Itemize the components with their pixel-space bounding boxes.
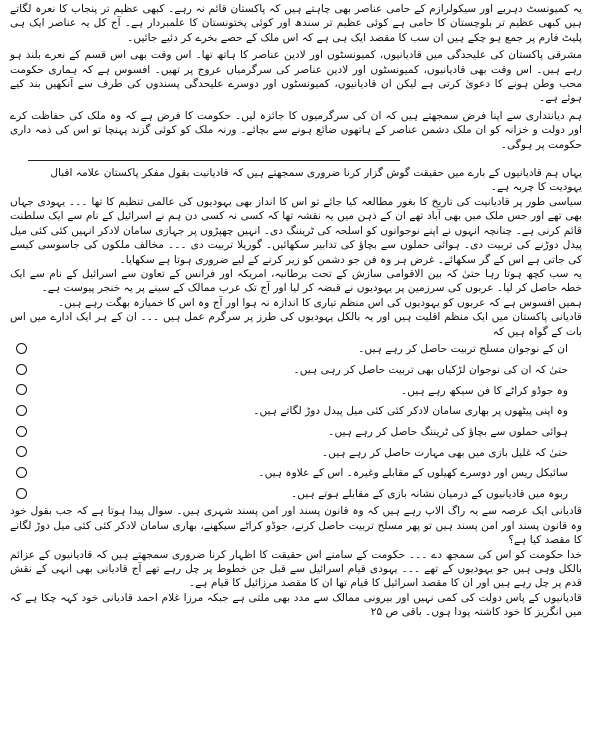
list-item	[10, 339, 582, 360]
closing-paragraph: قادیانی ایک عرصہ سے یہ راگ الاپ رہے ہیں کہ وہ قانون پسند اور امن پسند شہری ہیں۔ سوال پیدا ہوتا ہے کہ جب بقول خود وہ قانون پسند اور امن پسند ہیں تو پھر مسلح تربیت حاصل کرنے، جوڈو کراٹے سیکھنے، بھاری سامان لادکر کئی کئی میل دوڑ لگانے کا مقصد کیا ہے؟	[10, 505, 582, 547]
list-item-text: حتیٰ کہ غلیل بازی میں بھی مہارت حاصل کر رہے ہیں۔	[321, 446, 568, 459]
section-intro: یہاں ہم قادیانیوں کے بارے میں حقیقت گوش گزار کرنا ضروری سمجھتے ہیں کہ قادیانیت بقول مفکر پاکستان علامہ اقبال	[50, 167, 582, 180]
intro-paragraph: مشرقی پاکستان کی علیحدگی میں قادیانیوں، کمیونسٹوں اور لادین عناصر کا ہاتھ تھا۔ اس وقت بھی اس قسم کے نعرے بلند ہو رہے ہیں۔ اس وقت بھی قادیانیوں، کمیونسٹوں اور لادین عناصر کی سرگرمیاں عروج پر تھیں۔ افسوس ہے کہ ہماری حکومت محب وطن ہونے کا دعویٰ کرتی ہے لیکن ان قادیانیوں، کمیونسٹوں اور دوسرے علیحدگی پسندوں کی طرف سے آنکھیں بند کیے ہوئے ہے۔	[10, 49, 582, 105]
body-paragraph: یہ سب کچھ ہوتا رہا حتیٰ کہ بین الاقوامی سازش کے تحت برطانیہ، امریکہ اور فرانس کے تعاون سے اسرائیل کے نام سے ایک خطہ حاصل کر لیا۔ عربوں کی سرزمین پر یہودیوں نے قبضہ کر لیا اور آج تک عرب ممالک کے سینے پر یہ خنجر پیوست ہے۔	[10, 267, 582, 295]
list-item	[10, 360, 582, 381]
list-item	[10, 484, 582, 505]
circle-bullet-icon	[16, 343, 27, 354]
circle-bullet-icon	[16, 488, 27, 499]
list-item	[10, 463, 582, 484]
continued-page-note: باقی ص ۲۵	[370, 606, 422, 619]
intro-paragraph: ہم دیانتداری سے اپنا فرض سمجھتے ہیں کہ ان کی سرگرمیوں کا جائزہ لیں۔ حکومت کا فرض ہے کہ وہ ملک کی حفاظت کرے اور دولت و خزانہ کو ان ملک دشمن عناصر کے ہاتھوں ضائع ہونے سے بچائے۔ ورنہ ملک کو کوئی گزند پہنچا تو اس کی ذمہ داری حکومت پر ہوگی۔	[10, 109, 582, 151]
section-divider	[28, 160, 400, 161]
body-paragraph: قادیانی پاکستان میں ایک منظم اقلیت ہیں اور یہ بالکل یہودیوں کی طرز پر سرگرم عمل ہیں ۔۔۔ ان کے ہر ایک ادارے میں اس بات کے گواہ ہیں کہ	[10, 311, 582, 338]
circle-bullet-icon	[16, 405, 27, 416]
body-paragraph: سیاسی طور پر قادیانیت کی تاریخ کا بغور مطالعہ کیا جائے تو اس کا انداز بھی یہودیوں کی عالمی تنظیم کا تھا ۔۔۔ یہودی جہاں بھی تھے اور جس ملک میں بھی آباد تھے ان کے ذہن میں یہ نقشہ تھا کہ کسی نہ کسی دن ہم نے اسرائیل کے نام سے ایک سلطنت قائم کرنی ہے۔ چنانچہ انہوں نے اپنے نوجوانوں کو اسلحہ کی ٹریننگ دی۔ انہیں چھپڑوں پر جہازی سامان لادکر انہیں کئی کئی میل پیدل دوڑنے کی تربیت دی۔ ہوائی حملوں سے بچاؤ کی تدابیر سکھائیں۔ گوریلا تربیت دی ۔۔۔ مخالف ملکوں کی جاسوسی کیسے کی جاتی ہے اس کے گر سکھائے۔ غرض ہر وہ فن جو دشمن کو زیر کرنے کے لیے ضروری ہوتا ہے سکھایا۔	[10, 195, 582, 266]
list-item-text: ان کے نوجوان مسلح تربیت حاصل کر رہے ہیں۔	[358, 343, 568, 356]
list-item	[10, 442, 582, 463]
intro-paragraph: یہ کمیونسٹ دہریے اور سیکولرازم کے حامی عناصر بھی چاہتے ہیں کہ پاکستان قائم نہ رہے۔ کبھی عظیم تر پنجاب کا نعرہ لگاتے ہیں کبھی عظیم تر بلوچستان کا حامی ہے کوئی عظیم تر سندھ اور کوئی پختونستان کا علمبردار ہے۔ آج کل یہ عناصر ایک ہی پلیٹ فارم پر جمع ہو چکے ہیں ان سب کا مقصد ایک ہی ہے کہ اس ملک کے حصے بخرے کر دئیے جائیں۔	[10, 3, 582, 44]
circle-bullet-icon	[16, 467, 27, 478]
list-item-text: وہ جوڈو کراٹے کا فن سیکھ رہے ہیں۔	[401, 384, 568, 397]
list-item-text: وہ اپنی پیٹھوں پر بھاری سامان لادکر کئی کئی میل پیدل دوڑ لگاتے ہیں۔	[253, 405, 568, 418]
closing-paragraph: خدا حکومت کو اس کی سمجھ دے ۔۔۔ حکومت کے سامنے اس حقیقت کا اظہار کرنا ضروری سمجھتے ہیں کہ قادیانیوں کے عزائم بالکل وہی ہیں جو یہودیوں کے تھے ۔۔۔ یہودی قیام اسرائیل سے قبل جن خطوط پر چل رہے تھے آج قادیانی بھی انہی کے نقش قدم پر چل رہے ہیں اور ان کا مقصد اسرائیل کا قیام تھا ان کا مقصد مرزائیل کا قیام ہے۔	[10, 548, 582, 590]
list-item	[10, 401, 582, 422]
closing-paragraph-text: قادیانیوں کے پاس دولت کی کمی نہیں اور بیرونی ممالک سے مدد بھی ملتی ہے جبکہ مرزا غلام احمد قادیانی خود کہہ چکا ہے کہ میں انگریز کا خود کاشتہ پودا ہوں۔	[10, 591, 582, 619]
circle-bullet-icon	[16, 446, 27, 457]
list-item	[10, 380, 582, 401]
list-item-text: ربوہ میں قادیانیوں کے درمیان نشانہ بازی کے مقابلے ہوتے ہیں۔	[291, 488, 568, 501]
closing-section	[10, 504, 582, 619]
training-list	[10, 339, 582, 505]
intro-section	[10, 2, 582, 152]
section-quote: یہودیت کا چربہ ہے۔	[490, 181, 582, 194]
circle-bullet-icon	[16, 426, 27, 437]
list-item-text: حتیٰ کہ ان کی نوجوان لڑکیاں بھی تربیت حاصل کر رہی ہیں۔	[293, 363, 568, 376]
list-item-text: سائیکل ریس اور دوسرے کھیلوں کے مقابلے وغیرہ۔ اس کے علاوہ ہیں۔	[258, 467, 568, 480]
list-item	[10, 422, 582, 443]
list-item-text: ہوائی حملوں سے بچاؤ کی ٹریننگ حاصل کر رہے ہیں۔	[328, 426, 568, 439]
circle-bullet-icon	[16, 364, 27, 375]
body-paragraph: ہمیں افسوس ہے کہ عربوں کو یہودیوں کی اس منظم تیاری کا اندازہ نہ ہوا اور آج وہ اس کا خمیازہ بھگت رہے ہیں۔	[57, 296, 582, 309]
closing-paragraph	[10, 591, 582, 620]
circle-bullet-icon	[16, 384, 27, 395]
body-section	[10, 195, 582, 339]
